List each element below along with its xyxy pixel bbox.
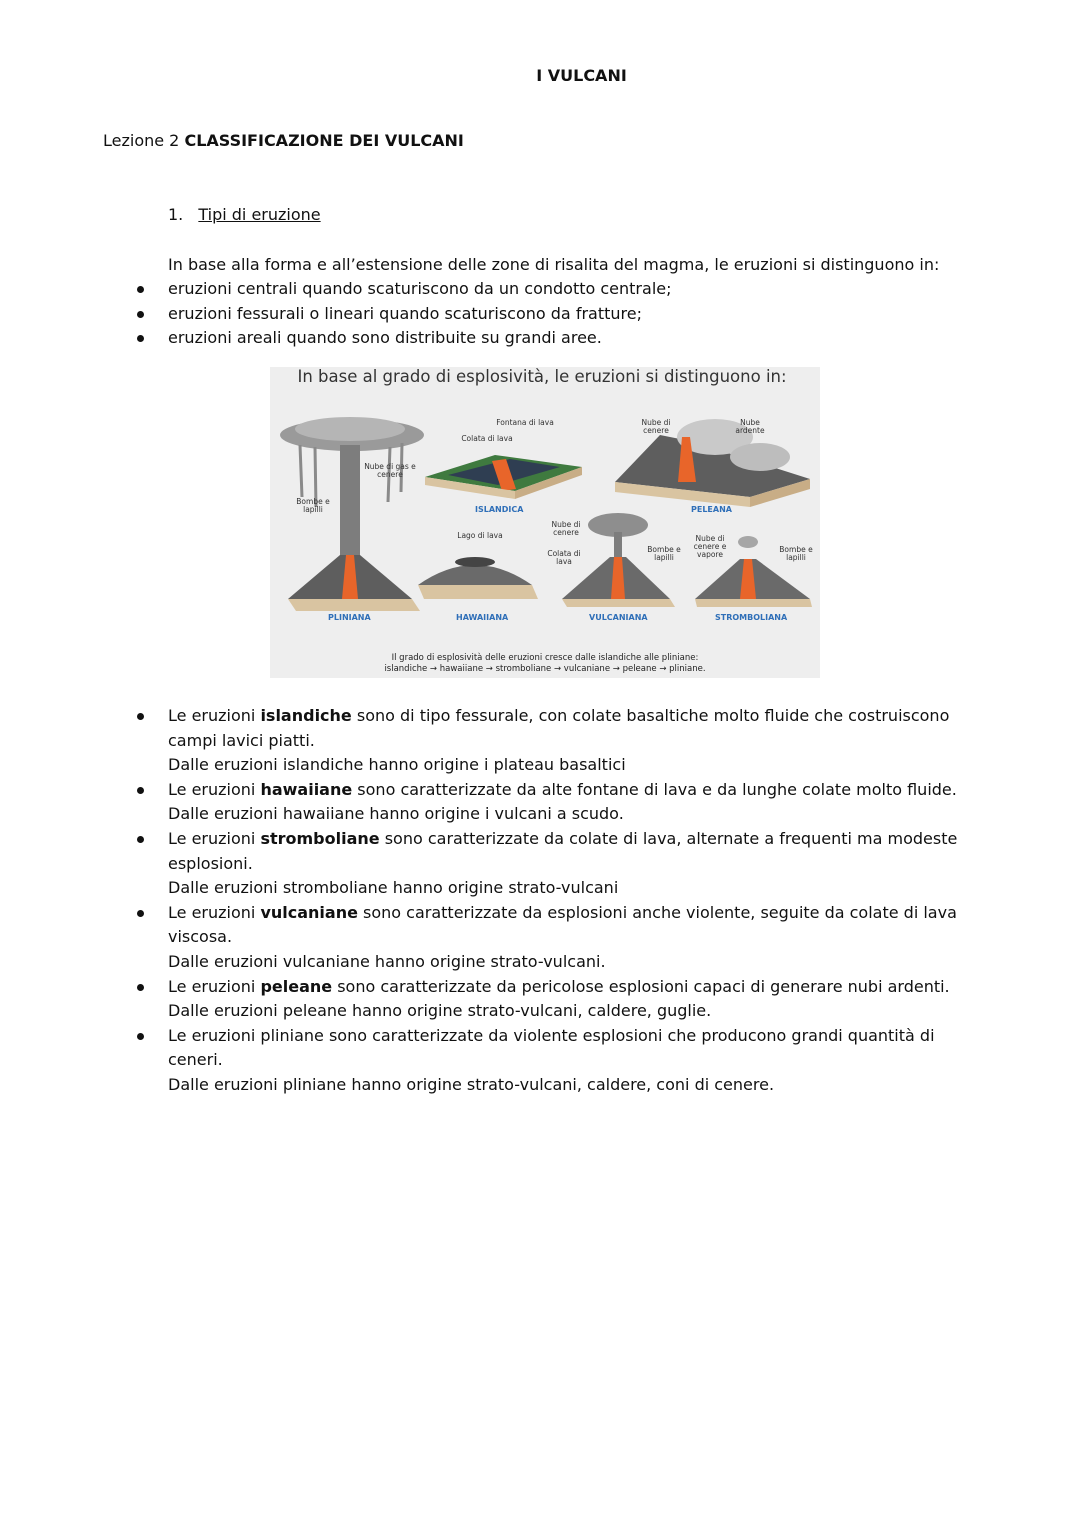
section-number: 1. [168, 205, 184, 224]
bullet-icon [137, 984, 144, 991]
bullet-icon [137, 787, 144, 794]
label-bombe-mid: Bombe e lapilli [647, 545, 681, 562]
lesson-prefix: Lezione 2 [103, 131, 180, 150]
label-colata: Colata di lava [461, 434, 513, 443]
name-stromboliana: STROMBOLIANA [715, 613, 788, 622]
intro-paragraph: In base alla forma e all’estensione delle zone di risalita del magma, le eruzioni si distinguono in: [168, 255, 940, 274]
label-lago: Lago di lava [457, 531, 503, 540]
bullet-icon [137, 286, 144, 293]
bullet-icon [137, 836, 144, 843]
label-colata-mid: Colata di lava [547, 549, 581, 566]
label-bombe-left: Bombe e lapilli [296, 497, 330, 514]
label-nube-cenere-top: Nube di cenere [641, 418, 671, 435]
list-item: Le eruzioni hawaiiane sono caratterizzate da alte fontane di lava e da lunghe colate molto fluide. Dalle eruzioni hawaiiane hanno origine i vulcani a scudo. [0, 778, 960, 827]
figure-caption: Il grado di esplosività delle eruzioni cresce dalle islandiche alle pliniane: islandiche → hawaiiane → stromboliane → vulcaniane → peleane → pliniane. [384, 653, 706, 674]
list-item: Le eruzioni peleane sono caratterizzate da pericolose esplosioni capaci di generare nubi ardenti. Dalle eruzioni peleane hanno origine strato-vulcani, caldere, guglie. [0, 975, 960, 1024]
lesson-heading [103, 131, 464, 150]
label-nube-ardente: Nube ardente [735, 418, 765, 435]
list-item: eruzioni centrali quando scaturiscono da un condotto centrale; [0, 277, 1000, 302]
bullet-icon [137, 910, 144, 917]
page-title: I VULCANI [536, 66, 627, 85]
name-vulcaniana: VULCANIANA [589, 613, 648, 622]
list-item: Le eruzioni vulcaniane sono caratterizzate da esplosioni anche violente, seguite da colate di lava viscosa. Dalle eruzioni vulcaniane hanno origine strato-vulcani. [0, 901, 960, 975]
list-item: Le eruzioni stromboliane sono caratterizzate da colate di lava, alternate a frequenti ma modeste esplosioni. Dalle eruzioni stromboliane hanno origine strato-vulcani [0, 827, 960, 901]
section-heading [168, 205, 321, 224]
name-islandica: ISLANDICA [475, 505, 524, 514]
form-types-list [0, 277, 1000, 351]
label-fontana: Fontana di lava [496, 418, 554, 427]
explosivity-types-list [0, 704, 960, 1098]
label-nube-vapore: Nube di cenere e vapore [693, 534, 727, 559]
eruption-types-figure [270, 367, 820, 678]
name-hawaiiana: HAWAIIANA [456, 613, 509, 622]
label-nube-gas: Nube di gas e cenere [364, 462, 416, 479]
section-title: Tipi di eruzione [198, 205, 321, 224]
name-pliniana: PLINIANA [328, 613, 371, 622]
list-item: Le eruzioni islandiche sono di tipo fessurale, con colate basaltiche molto fluide che costruiscono campi lavici piatti. Dalle eruzioni islandiche hanno origine i plateau basaltici [0, 704, 960, 778]
bullet-icon [137, 335, 144, 342]
name-peleana: PELEANA [691, 505, 732, 514]
list-item: eruzioni fessurali o lineari quando scaturiscono da fratture; [0, 302, 1000, 327]
label-nube-cenere-mid: Nube di cenere [551, 520, 581, 537]
list-item: eruzioni areali quando sono distribuite su grandi aree. [0, 326, 1000, 351]
lesson-title: CLASSIFICAZIONE DEI VULCANI [184, 131, 464, 150]
bullet-icon [137, 713, 144, 720]
bullet-icon [137, 1033, 144, 1040]
islandica-illustration [425, 455, 582, 499]
label-bombe-right: Bombe e lapilli [779, 545, 813, 562]
bullet-icon [137, 311, 144, 318]
hawaiiana-illustration [418, 557, 538, 599]
pliniana-illustration [280, 417, 424, 611]
list-item: Le eruzioni pliniane sono caratterizzate da violente esplosioni che producono grandi quantità di ceneri. Dalle eruzioni pliniane hanno origine strato-vulcani, caldere, coni di cenere. [0, 1024, 960, 1098]
figure-heading: In base al grado di esplosività, le eruzioni si distinguono in: [297, 367, 787, 386]
